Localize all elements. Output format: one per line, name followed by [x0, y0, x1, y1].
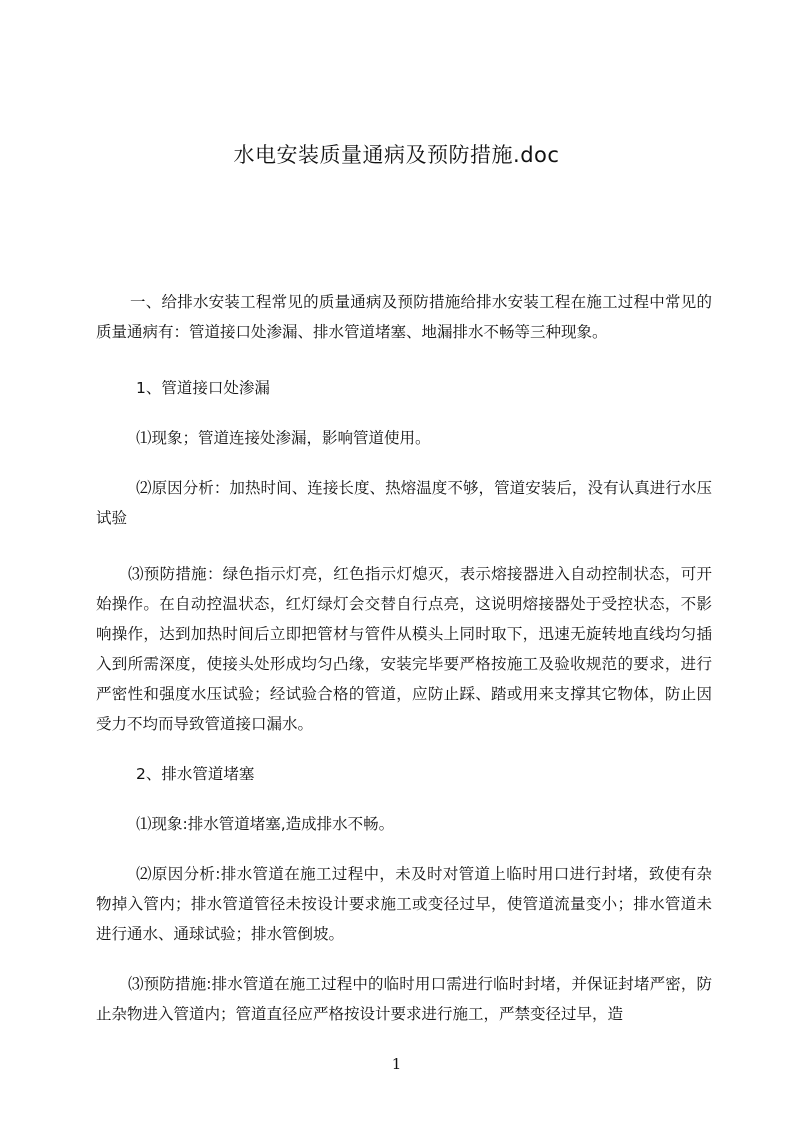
paragraph-leak-prevention: ⑶预防措施：绿色指示灯亮，红色指示灯熄灭，表示熔接器进入自动控制状态，可开始操作。在自动控温状态，红灯绿灯会交替自行点亮，这说明熔接器处于受控状态，不影响操作，达到加热时间后立即把管材与管件从模头上同时取下，迅速无旋转地直线均匀插入到所需深度，使接头处形成均匀凸缘，安装完毕要严格按施工及验收规范的要求，进行严密性和强度水压试验；经试验合格的管道，应防止踩、踏或用来支撑其它物体，防止因受力不均而导致管道接口漏水。 — [96, 565, 712, 733]
section-heading-pipe-blockage: 2、排水管道堵塞 — [136, 765, 255, 783]
paragraph-blockage-prevention: ⑶预防措施:排水管道在施工过程中的临时用口需进行临时封堵，并保证封堵严密，防止杂物进入管道内；管道直径应严格按设计要求进行施工，严禁变径过早，造 — [96, 975, 712, 1023]
document-body — [96, 287, 712, 1029]
paragraph-blockage-cause: ⑵原因分析:排水管道在施工过程中，未及时对管道上临时用口进行封堵，致使有杂物掉入管内；排水管道管径未按设计要求施工或变径过早，使管道流量变小；排水管道未进行通水、通球试验；排水管倒坡。 — [96, 865, 712, 943]
paragraph-leak-phenomenon: ⑴现象；管道连接处渗漏，影响管道使用。 — [136, 429, 431, 447]
paragraph-leak-cause: ⑵原因分析：加热时间、连接长度、热熔温度不够，管道安装后，没有认真进行水压试验 — [96, 479, 712, 527]
page-number: 1 — [391, 1055, 402, 1073]
document-title: 水电安装质量通病及预防措施.doc — [233, 143, 560, 167]
paragraph-intro: 一、给排水安装工程常见的质量通病及预防措施给排水安装工程在施工过程中常见的质量通病有：管道接口处渗漏、排水管道堵塞、地漏排水不畅等三种现象。 — [96, 293, 712, 341]
section-heading-pipe-leak: 1、管道接口处渗漏 — [136, 379, 270, 397]
paragraph-blockage-phenomenon: ⑴现象:排水管道堵塞,造成排水不畅。 — [136, 815, 395, 833]
